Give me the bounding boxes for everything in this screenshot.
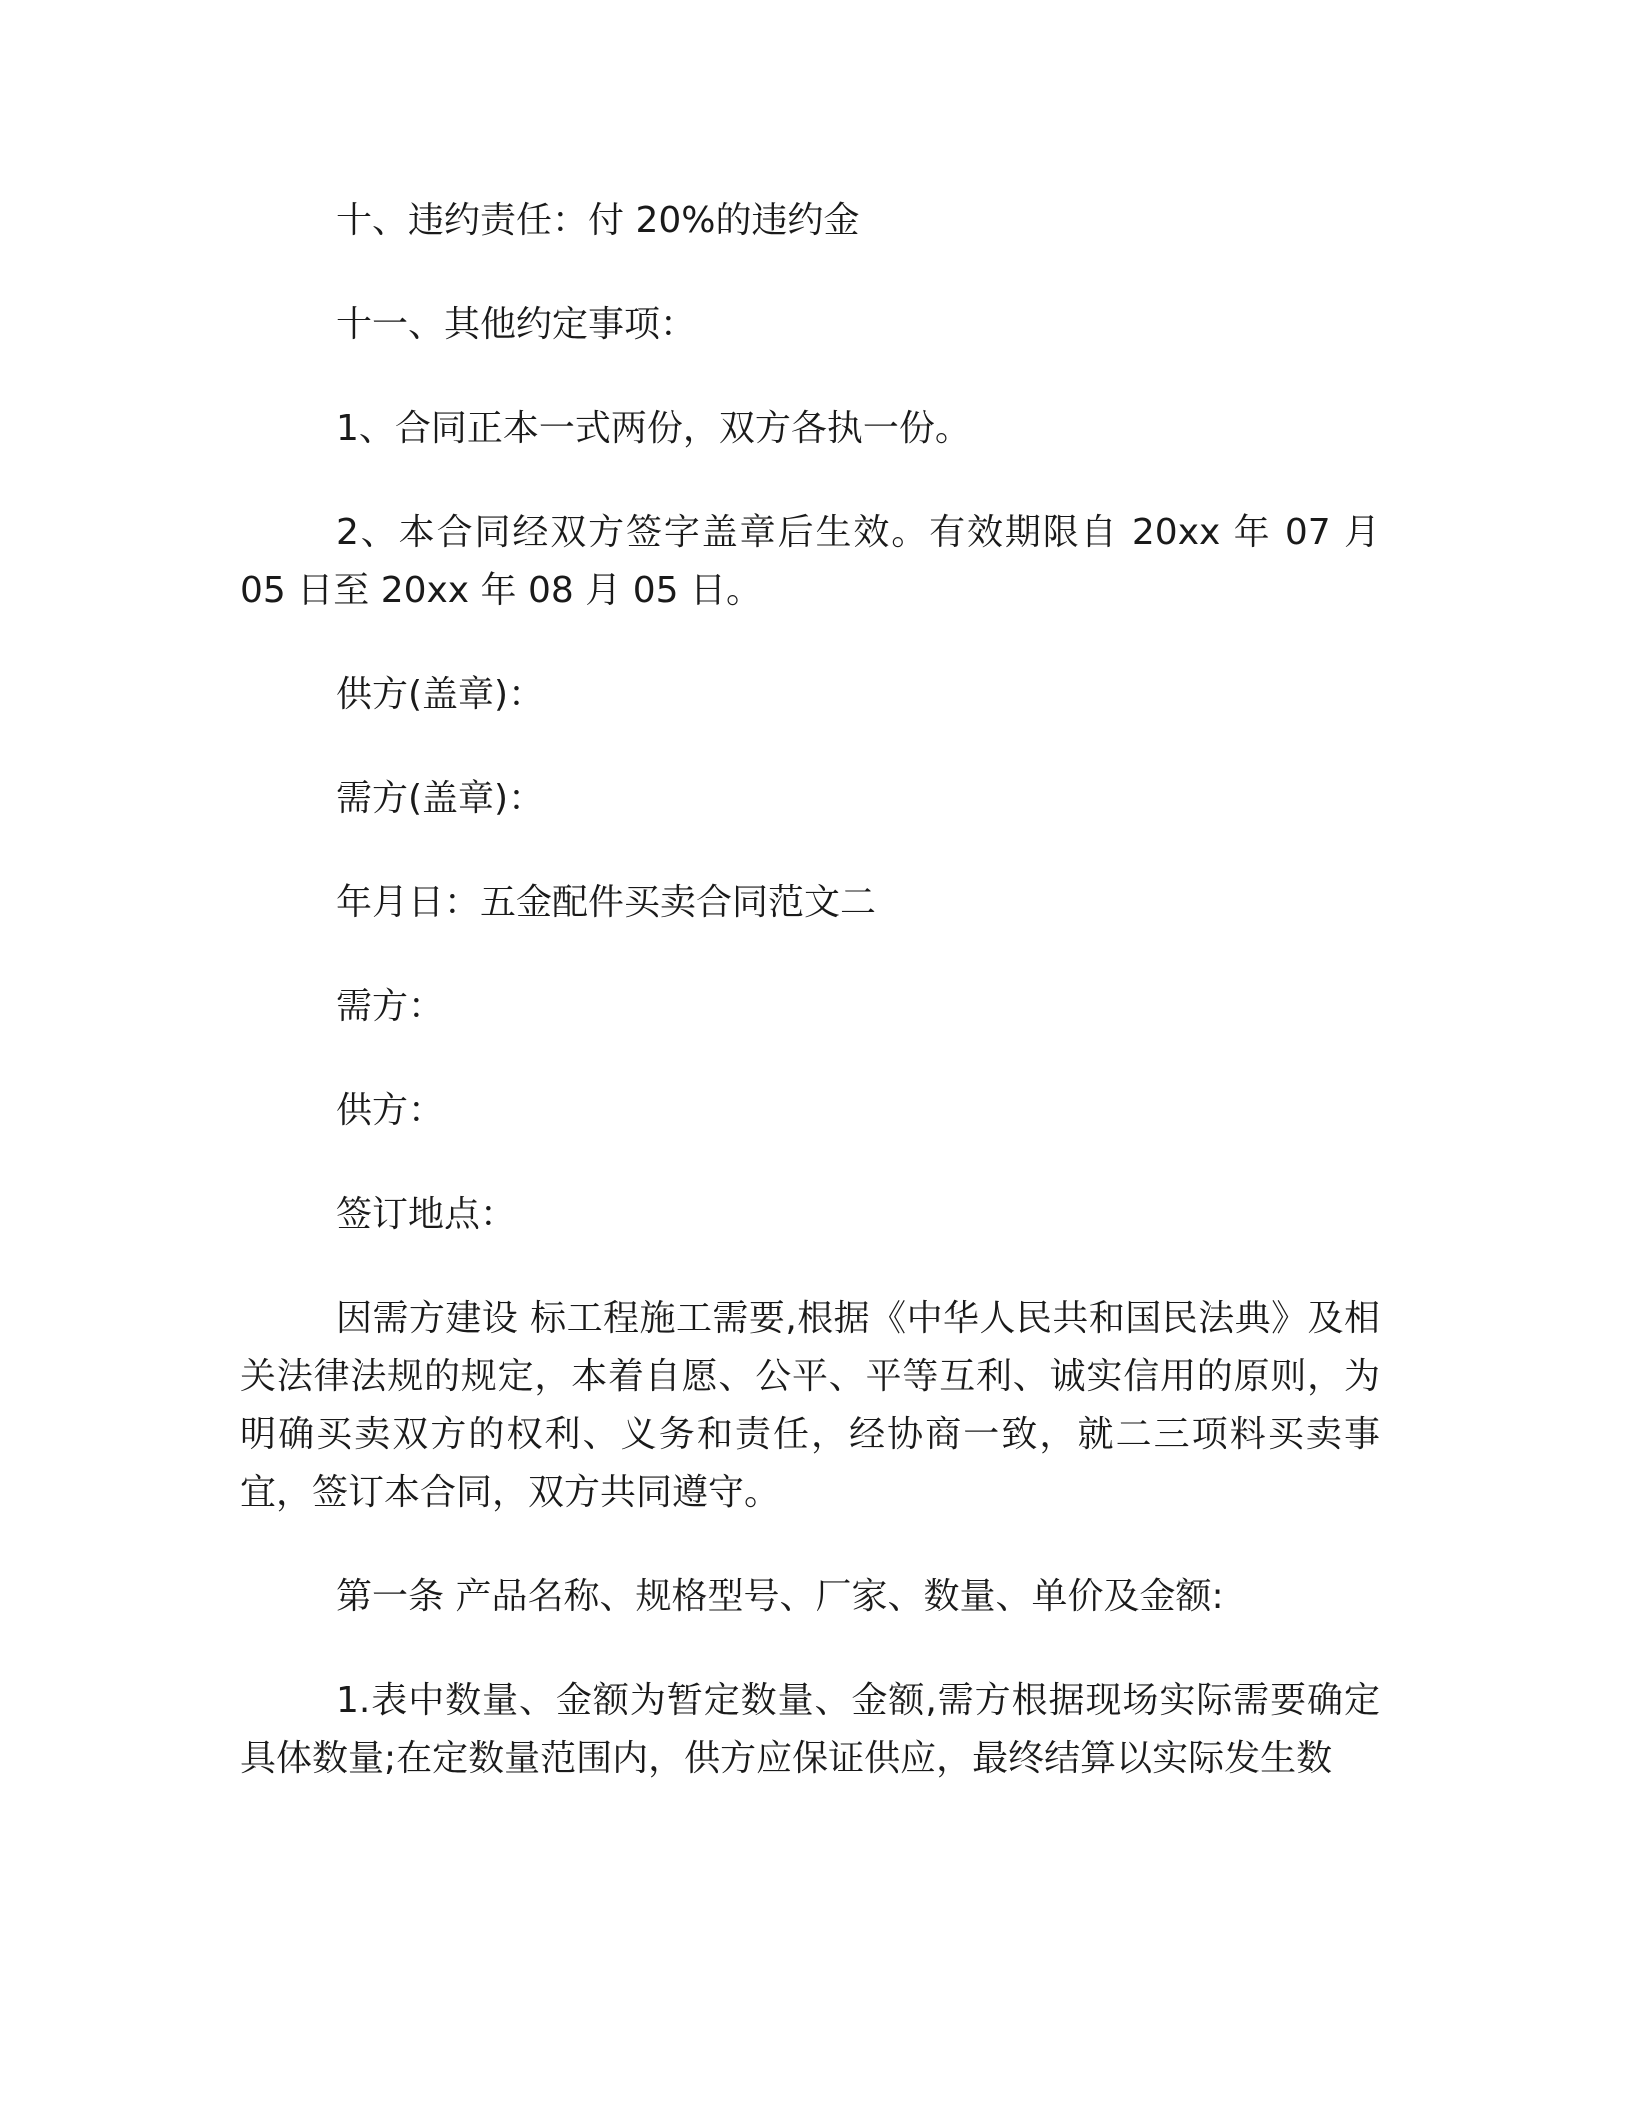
clause-10-liability: 十、违约责任：付 20%的违约金 (336, 200, 860, 241)
supplier-line: 供方： (336, 1090, 445, 1131)
article-1-heading: 第一条 产品名称、规格型号、厂家、数量、单价及金额: (336, 1576, 1224, 1617)
supplier-seal-line: 供方(盖章)： (336, 674, 545, 715)
clause-11-heading: 十一、其他约定事项： (336, 304, 697, 345)
preamble-paragraph: 因需方建设 标工程施工需要,根据《中华人民共和国民法典》及相关法律法规的规定，本着自愿、公平、平等互利、诚实信用的原则，为明确买卖双方的权利、义务和责任，经协商一致，就二三项料买卖事宜，签订本合同，双方共同遵守。 (240, 1298, 1380, 1513)
date-and-title-line: 年月日：五金配件买卖合同范文二 (336, 882, 877, 923)
clause-11-item-2: 2、本合同经双方签字盖章后生效。有效期限自 20xx 年 07 月 05 日至 20xx 年 08 月 05 日。 (240, 512, 1380, 611)
article-1-item-1: 1.表中数量、金额为暂定数量、金额,需方根据现场实际需要确定具体数量;在定数量范围内，供方应保证供应，最终结算以实际发生数 (240, 1680, 1380, 1779)
clause-11-item-1: 1、合同正本一式两份，双方各执一份。 (336, 408, 971, 449)
signing-location-line: 签订地点： (336, 1194, 517, 1235)
buyer-seal-line: 需方(盖章)： (336, 778, 545, 819)
buyer-line: 需方： (336, 986, 445, 1027)
document-body (240, 180, 1380, 1788)
